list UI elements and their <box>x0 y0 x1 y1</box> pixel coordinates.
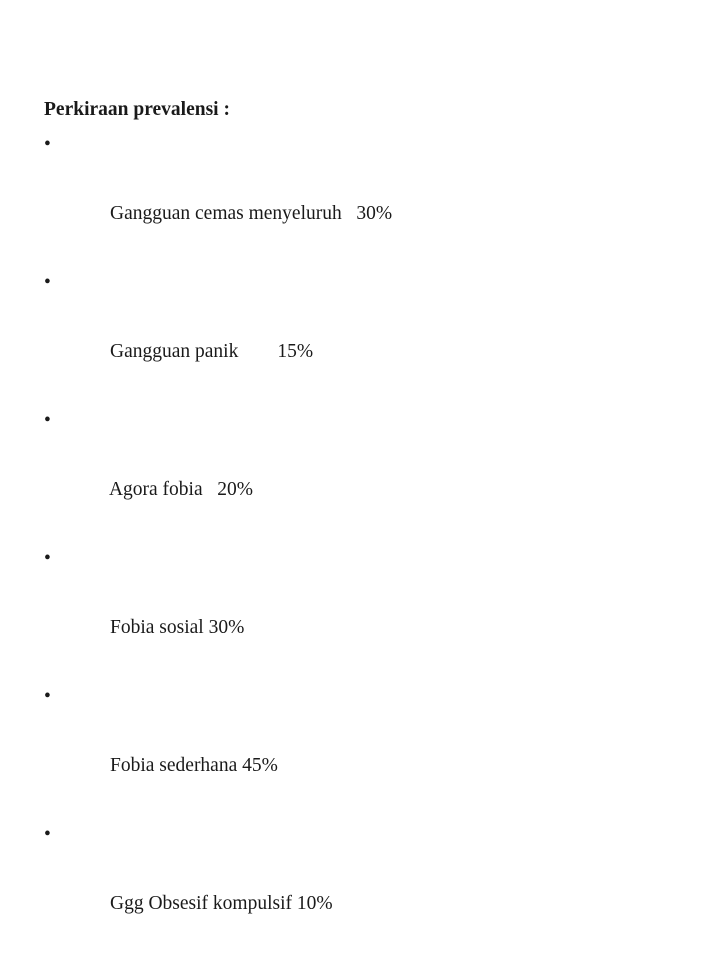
list-item <box>44 266 684 404</box>
bullet-icon: • <box>44 409 51 431</box>
list-item-label: Ggg Obsesif kompulsif 10% <box>110 892 333 914</box>
list-item <box>44 542 684 680</box>
list-item-label: Gangguan panik 15% <box>110 340 314 362</box>
list-item-label: Gangguan cemas menyeluruh 30% <box>110 202 393 224</box>
prevalence-list <box>44 128 684 956</box>
list-item <box>44 818 684 956</box>
list-item <box>44 404 684 542</box>
slide-heading: Perkiraan prevalensi : <box>44 99 230 120</box>
list-item <box>44 680 684 818</box>
list-item-label: Agora fobia 20% <box>108 478 253 500</box>
bullet-icon: • <box>44 547 51 569</box>
list-item <box>44 128 684 266</box>
bullet-icon: • <box>44 823 51 845</box>
slide-content <box>44 93 684 956</box>
bullet-icon: • <box>44 271 51 293</box>
bullet-icon: • <box>44 133 51 155</box>
bullet-icon: • <box>44 685 51 707</box>
list-item-label: Fobia sosial 30% <box>110 616 245 638</box>
list-item-label: Fobia sederhana 45% <box>110 754 278 776</box>
